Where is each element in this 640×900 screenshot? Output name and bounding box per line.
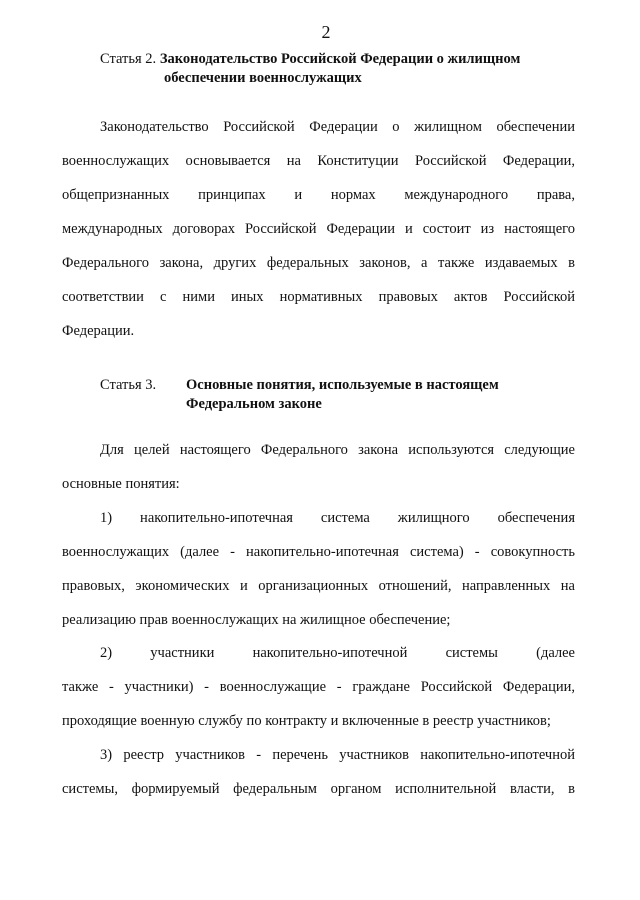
paragraph-line: системы, формируемый федеральным органом исполнительной власти, в: [62, 781, 575, 797]
article-3-label: Статья 3.: [100, 377, 157, 393]
article-2-title-line-1: Законодательство Российской Федерации о жилищном: [159, 51, 521, 67]
paragraph-line: военнослужащих (далее - накопительно-ипотечная система) - совокупность: [62, 544, 575, 560]
article-2-title-line-2: обеспечении военнослужащих: [164, 70, 362, 86]
article-2-heading: [100, 50, 570, 88]
article-2-label: Статья 2.: [100, 51, 157, 67]
article-3-heading: [100, 376, 570, 414]
paragraph-line: международных договорах Российской Федерации и состоит из настоящего: [62, 221, 575, 237]
definition-3: [62, 738, 575, 806]
paragraph-line: основные понятия:: [62, 476, 180, 492]
definition-1: [62, 501, 575, 637]
article-3-title-line-2: Федеральном законе: [186, 396, 322, 412]
paragraph-line: 1) накопительно-ипотечная система жилищного обеспечения: [100, 510, 575, 526]
definition-2: [62, 636, 575, 738]
article-2-paragraph: [62, 110, 575, 348]
paragraph-line: соответствии с ними иных нормативных правовых актов Российской: [62, 289, 575, 305]
paragraph-line: Для целей настоящего Федерального закона используются следующие: [100, 442, 575, 458]
paragraph-line: Законодательство Российской Федерации о жилищном обеспечении: [100, 119, 575, 135]
paragraph-line: 3) реестр участников - перечень участников накопительно-ипотечной: [100, 747, 575, 763]
paragraph-line: правовых, экономических и организационных отношений, направленных на: [62, 578, 575, 594]
paragraph-line: 2) участники накопительно-ипотечной системы (далее: [100, 645, 575, 661]
paragraph-line: также - участники) - военнослужащие - граждане Российской Федерации,: [62, 679, 575, 695]
paragraph-line: Федерации.: [62, 323, 135, 339]
page-number: 2: [321, 22, 331, 42]
paragraph-line: военнослужащих основывается на Конституции Российской Федерации,: [62, 153, 575, 169]
paragraph-line: Федерального закона, других федеральных законов, а также издаваемых в: [62, 255, 575, 271]
article-3-intro: [62, 433, 575, 501]
paragraph-line: общепризнанных принципах и нормах международного права,: [62, 187, 575, 203]
paragraph-line: реализацию прав военнослужащих на жилищное обеспечение;: [62, 612, 451, 628]
paragraph-line: проходящие военную службу по контракту и включенные в реестр участников;: [62, 713, 551, 729]
article-3-title-line-1: Основные понятия, используемые в настоящем: [186, 377, 499, 393]
